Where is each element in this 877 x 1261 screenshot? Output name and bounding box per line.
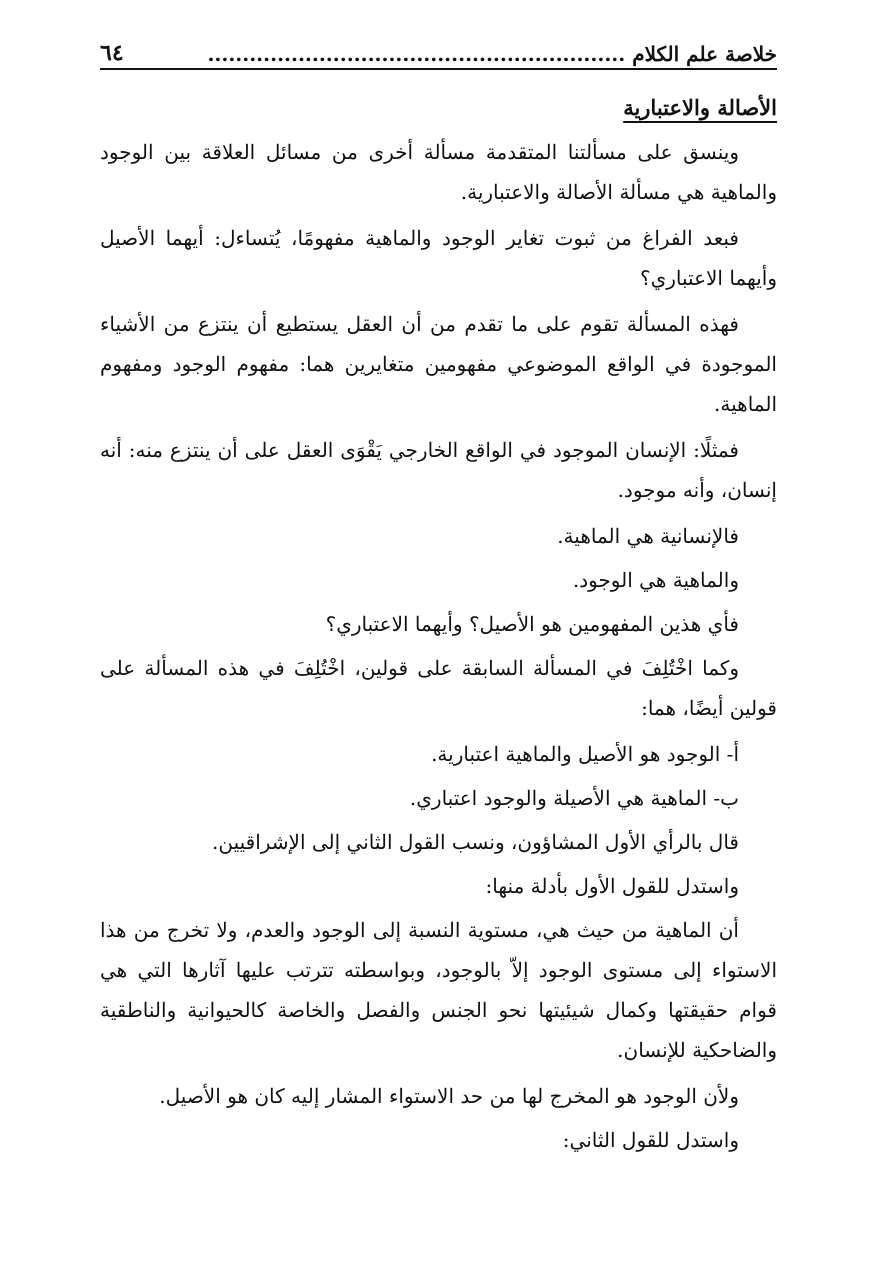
running-title [207,42,777,66]
paragraph-two-opinions: وكما اخْتُلِفَ في المسألة السابقة على قولين، اخْتُلِفَ في هذه المسألة على قولين أيضًا، هما: [100,656,777,720]
paragraph-evidence: أن الماهية من حيث هي، مستوية النسبة إلى الوجود والعدم، ولا تخرج من هذا الاستواء إلى مستوى الوجود إلاّ بالوجود، وبواسطته تترتب عليها آثارها التي هي قوام حقيقتها وكمال شيئيتها نحو الجنس والفصل والخاصة كالحيوانية والناطقية والضاحكية للإنسان. [100,918,777,1062]
running-title-text: خلاصة علم الكلام [632,42,777,66]
paragraph-example: فمثلًا: الإنسان الموجود في الواقع الخارجي يَقْوَى العقل على أن ينتزع منه: أنه إنسان، وأنه موجود. [100,438,777,502]
page-header [100,30,777,70]
line-second-opinion-evidence: واستدل للقول الثاني: [562,1128,739,1152]
line-conclusion: ولأن الوجود هو المخرج لها من حد الاستواء المشار إليه كان هو الأصيل. [159,1084,739,1108]
page-body [100,90,777,1221]
section-title: الأصالة والاعتبارية [623,95,777,120]
line-essence-existence: والماهية هي الوجود. [572,568,739,592]
opinion-b: ب- الماهية هي الأصيلة والوجود اعتباري. [409,786,739,810]
line-evidence-intro: واستدل للقول الأول بأدلة منها: [485,874,739,898]
page-number: ٦٤ [100,40,124,66]
paragraph-question: فبعد الفراغ من ثبوت تغاير الوجود والماهية مفهومًا، يُتساءل: أيهما الأصيل وأيهما الاعتباري؟ [100,226,777,290]
paragraph-intro: وينسق على مسألتنا المتقدمة مسألة أخرى من مسائل العلاقة بين الوجود والماهية هي مسألة الأصالة والاعتبارية. [100,140,777,204]
opinion-a: أ- الوجود هو الأصيل والماهية اعتبارية. [431,742,739,766]
line-attribution: قال بالرأي الأول المشاؤون، ونسب القول الثاني إلى الإشراقيين. [211,830,739,854]
line-humanity-essence: فالإنسانية هي الماهية. [557,524,739,548]
dotted-leader: ............................................................ [207,42,626,66]
line-which-fundamental: فأي هذين المفهومين هو الأصيل؟ وأيهما الاعتباري؟ [325,612,739,636]
paragraph-explanation: فهذه المسألة تقوم على ما تقدم من أن العقل يستطيع أن ينتزع من الأشياء الموجودة في الواقع الموضوعي مفهومين متغايرين هما: مفهوم الوجود ومفهوم الماهية. [100,312,777,416]
